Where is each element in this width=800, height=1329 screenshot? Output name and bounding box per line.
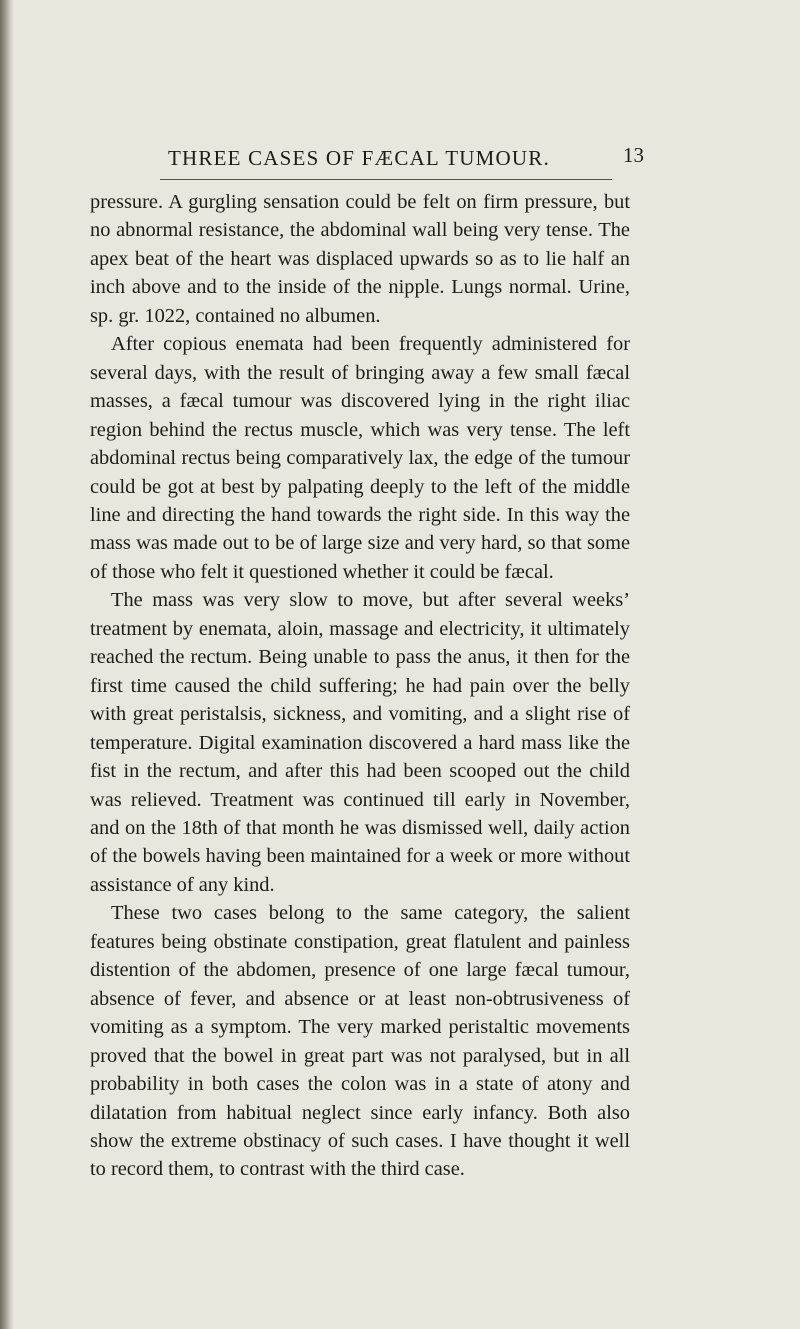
header-rule [160,179,612,180]
paragraph: pressure. A gurgling sensation could be felt on firm pressure, but no abnormal resistance, the abdominal wall being very tense. The apex beat of the heart was displaced upwards so as to lie half an inch above and to the inside of the nipple. Lungs normal. Urine, sp. gr. 1022, contained no albumen. [90,191,630,327]
page-number: 13 [623,143,644,167]
paragraph: These two cases belong to the same category, the salient features being obstinate constipation, great flatulent and painless distention of the abdomen, presence of one large fæcal tumour, absence of fever, and absence or at least non-obtrusiveness of vomiting as a symptom. The very marked peristaltic movements proved that the bowel in great part was not paralysed, but in all probability in both cases the colon was in a state of atony and dilatation from habitual neglect since early infancy. Both also show the extreme obstinacy of such cases. I have thought it well to record them, to contrast with the third case. [90,902,630,1181]
running-header [168,143,644,176]
paragraph: After copious enemata had been frequently administered for several days, with the result of bringing away a few small fæcal masses, a fæcal tumour was discovered lying in the right iliac region behind the rectus muscle, which was very tense. The left abdominal rectus being comparatively lax, the edge of the tumour could be got at best by palpating deeply to the left of the middle line and directing the hand towards the right side. In this way the mass was made out to be of large size and very hard, so that some of those who felt it questioned whether it could be fæcal. [90,333,630,583]
body-text [90,188,630,1184]
page-binding-edge [0,0,14,1329]
running-title: THREE CASES OF FÆCAL TUMOUR. [168,146,550,170]
paragraph: The mass was very slow to move, but after several weeks’ treatment by enemata, aloin, massage and electricity, it ultimately reached the rectum. Being unable to pass the anus, it then for the first time caused the child suffering; he had pain over the belly with great peristalsis, sickness, and vomiting, and a slight rise of temperature. Digital examination discovered a hard mass like the fist in the rectum, and after this had been scooped out the child was relieved. Treatment was continued till early in November, and on the 18th of that month he was dismissed well, daily action of the bowels having been maintained for a week or more without assistance of any kind. [90,589,630,896]
